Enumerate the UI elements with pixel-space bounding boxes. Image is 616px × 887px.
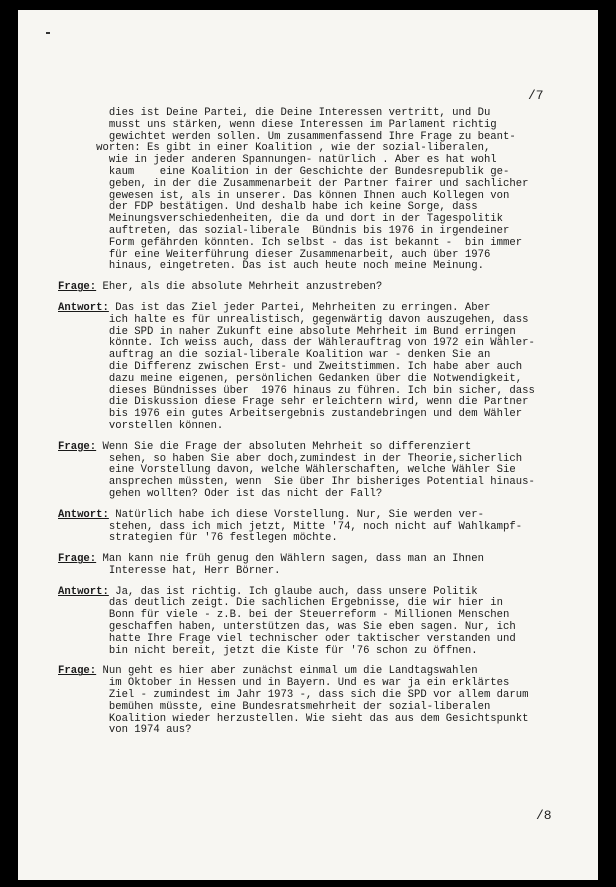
transcript-block [58,554,576,578]
speaker-label: Frage: [58,440,97,453]
line-text: der FDP bestätigen. Und deshalb habe ich keine Sorge, dass [58,201,478,214]
document-page [18,10,598,880]
line-text: hatte Ihre Frage viel technischer oder taktischer verstanden und [58,632,516,645]
line-text: im Oktober in Hessen und in Bayern. Und es war ja ein erklärtes [58,677,510,690]
line-text: für eine Weiterführung dieser Zusammenarbeit, auch über 1976 [58,248,491,261]
line-text: dies ist Deine Partei, die Deine Interessen vertritt, und Du [58,107,491,119]
next-page-number: /8 [536,808,552,823]
transcript-block [58,282,576,294]
line-text: Meinungsverschiedenheiten, die da und dort in der Tagespolitik [58,213,504,226]
line-text: die Differenz zwischen Erst- und Zweitstimmen. Ich habe aber auch [58,360,523,373]
text-line [58,533,576,545]
text-line [58,566,576,578]
line-text: das deutlich zeigt. Die sachlichen Ergebnisse, die wir hier in [58,597,504,610]
line-text: eine Vorstellung davon, welche Wählerschaften, welche Wähler Sie [58,464,516,477]
line-text: dazu meine eigenen, persönlichen Gedanken über die Notwendigkeit, [58,372,523,385]
speaker-label: Antwort: [58,508,109,521]
line-text: hinaus, eingetreten. Das ist auch heute noch meine Meinung. [58,260,484,273]
line-text: Nun geht es hier aber zunächst einmal um die Landtagswahlen [96,665,478,678]
line-text: Form gefährden könnten. Ich selbst - das ist bekannt - bin immer [58,236,523,249]
line-text: bis 1976 ein gutes Arbeitsergebnis zustandebringen und dem Wähler [58,408,523,421]
line-text: geschaffen haben, unterstützen das, was Sie eben sagen. Nur, ich [58,621,516,634]
line-text: könnte. Ich weiss auch, dass der Wählerauftrag von 1972 ein Wähler- [58,337,535,350]
text-line [58,261,576,273]
line-text: bemühen müsste, eine Bundesratsmehrheit der sozial-liberalen [58,700,491,713]
line-text: Wenn Sie die Frage der absoluten Mehrheit so differenziert [96,440,472,453]
transcript-block [58,442,576,501]
line-text: gewesen ist, als in unserer. Das können Ihnen auch Kollegen von [58,189,510,202]
line-text: Eher, als die absolute Mehrheit anzustreben? [96,281,383,294]
text-line [58,489,576,501]
text-line [58,646,576,658]
line-text: die Diskussion diese Frage sehr erleichtern wird, wenn die Partner [58,396,529,409]
line-text: wie in jeder anderen Spannungen- natürlich . Aber es hat wohl [58,154,497,167]
line-text: Interesse hat, Herr Börner. [58,564,281,577]
line-text: gewichtet werden sollen. Um zusammenfassend Ihre Frage zu beant- [58,130,516,143]
interview-transcript [58,108,576,746]
line-text: Man kann nie früh genug den Wählern sagen, dass man an Ihnen [96,553,484,566]
line-text: Natürlich habe ich diese Vorstellung. Nur, Sie werden ver- [108,508,484,521]
transcript-block [58,108,576,273]
transcript-block [58,587,576,658]
line-text: bin nicht bereit, jetzt die Kiste für '76 schon zu öffnen. [58,644,478,657]
text-line [58,282,576,294]
page-number: /7 [528,88,544,103]
line-text: Koalition wieder herzustellen. Wie sieht das aus dem Gesichtspunkt [58,712,529,725]
line-text: von 1974 aus? [58,724,192,737]
line-text: gehen wollten? Oder ist das nicht der Fall? [58,487,383,500]
text-line [58,725,576,737]
text-line [58,421,576,433]
line-text: Bonn für viele - z.B. bei der Steuerreform - Millionen Menschen [58,609,510,622]
line-text: auftreten, das sozial-liberale Bündnis bis 1976 in irgendeiner [58,224,510,237]
line-text: stehen, dass ich mich jetzt, Mitte '74, noch nicht auf Wahlkampf- [58,520,523,533]
line-text: kaum eine Koalition in der Geschichte der Bundesrepublik ge- [58,165,510,178]
line-text: Das ist das Ziel jeder Partei, Mehrheiten zu erringen. Aber [108,301,491,314]
line-text: auftrag an die sozial-liberale Koalition war - denken Sie an [58,349,491,362]
speaker-label: Frage: [58,665,97,678]
line-text: die SPD in naher Zukunft eine absolute Mehrheit im Bund erringen [58,325,516,338]
line-text: Ziel - zumindest im Jahr 1973 -, dass sich die SPD vor allem darum [58,689,529,702]
transcript-block [58,510,576,545]
scan-speck [46,32,50,34]
line-text: sehen, so haben Sie aber doch,zumindest in der Theorie,sicherlich [58,452,523,465]
line-text: vorstellen können. [58,419,224,432]
line-text: geben, in der die Zusammenarbeit der Partner fairer und sachlicher [58,177,529,190]
line-text: ansprechen müssten, wenn Sie über Ihr bisheriges Potential hinaus- [58,476,535,489]
speaker-label: Frage: [58,553,97,566]
line-text: strategien für '76 festlegen möchte. [58,532,338,545]
speaker-label: Frage: [58,281,97,294]
line-text: dieses Bündnisses über 1976 hinaus zu führen. Ich bin sicher, dass [58,384,535,397]
speaker-label: Antwort: [58,585,109,598]
line-text: Ja, das ist richtig. Ich glaube auch, dass unsere Politik [108,585,478,598]
transcript-block [58,666,576,737]
speaker-label: Antwort: [58,301,109,314]
line-text: musst uns stärken, wenn diese Interessen im Parlament richtig [58,118,497,131]
line-text: ich halte es für unrealistisch, gegenwärtig davon auszugehen, dass [58,313,529,326]
line-text: worten: Es gibt in einer Koalition , wie der sozial-liberalen, [58,142,491,155]
transcript-block [58,303,576,433]
